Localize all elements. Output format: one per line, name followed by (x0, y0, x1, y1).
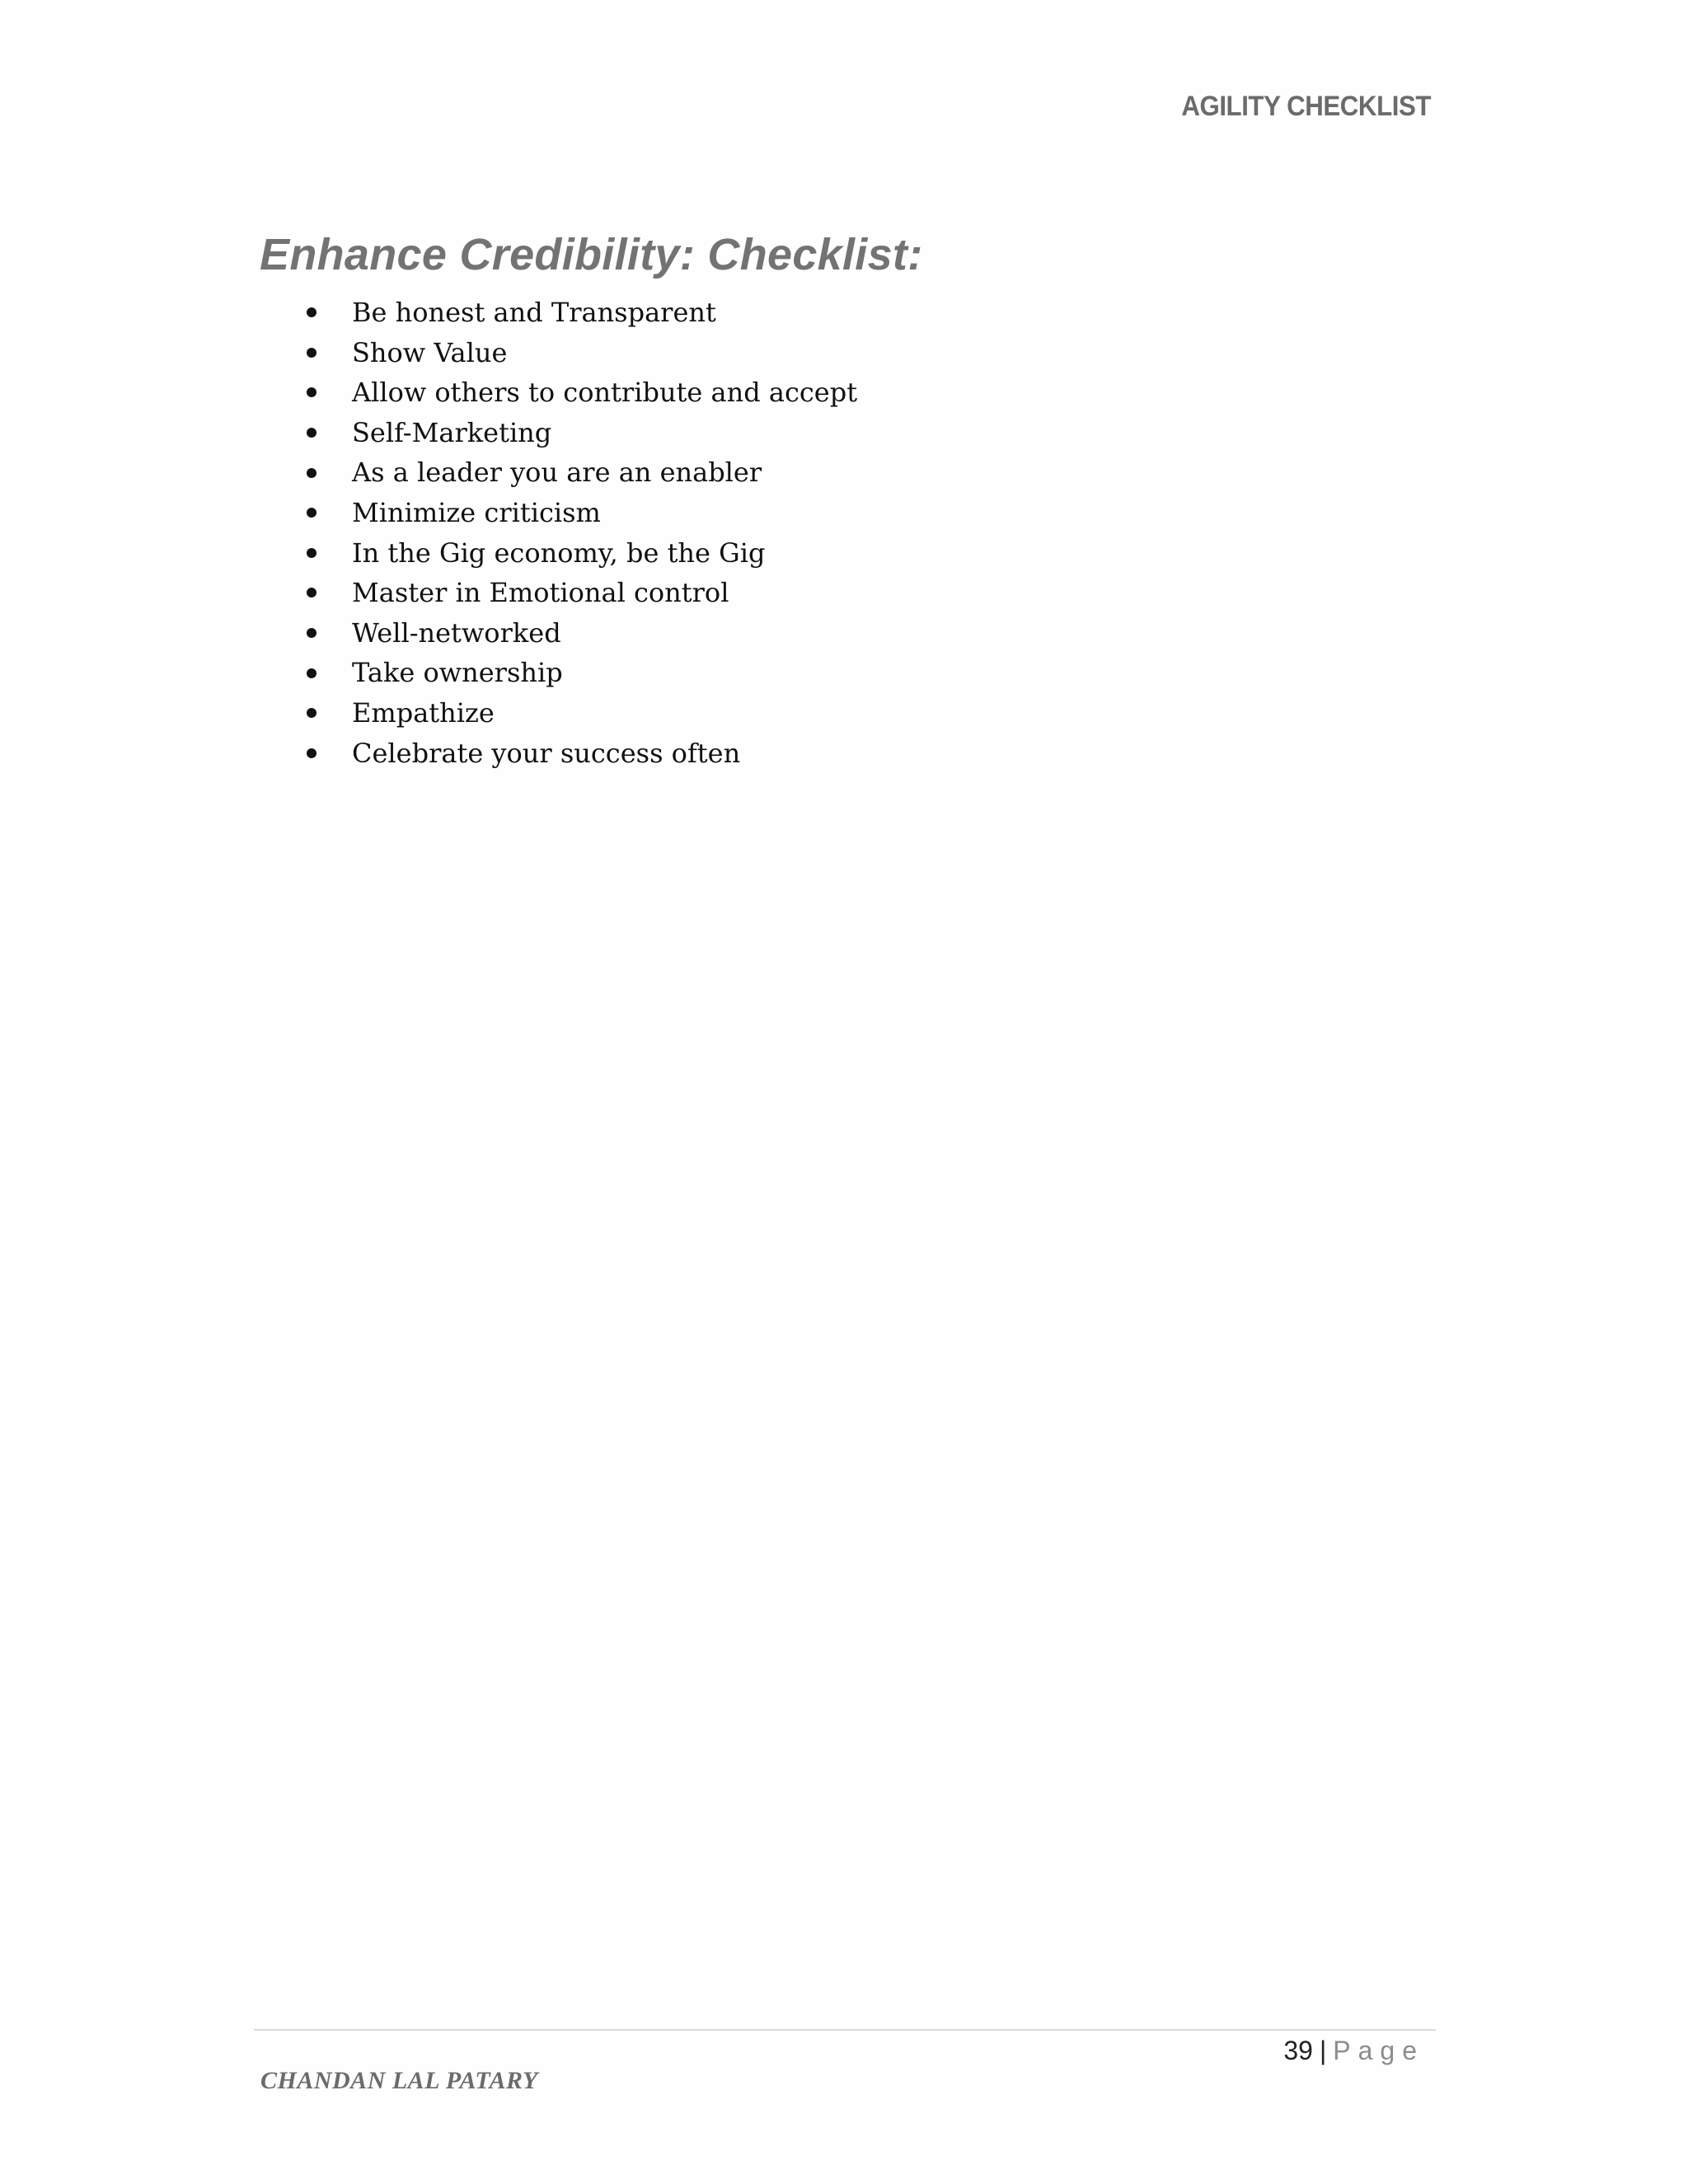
list-item (260, 452, 857, 493)
page-number-value: 39 (1283, 2036, 1313, 2065)
bullet-icon (307, 588, 316, 598)
list-item-text: Well-networked (352, 616, 561, 649)
page-number (1283, 2036, 1424, 2066)
footer-divider (254, 2029, 1436, 2031)
bullet-icon (307, 668, 316, 678)
list-item-text: Master in Emotional control (352, 577, 729, 609)
bullet-icon (307, 468, 316, 478)
list-item-text: Be honest and Transparent (352, 297, 716, 328)
list-item-text: Show Value (352, 336, 508, 368)
list-item-text: Minimize criticism (352, 496, 601, 528)
page-number-separator: | (1319, 2036, 1327, 2065)
bullet-icon (307, 548, 316, 558)
list-item-text: Self-Marketing (352, 416, 552, 448)
list-item (260, 413, 857, 453)
bullet-icon (307, 387, 316, 397)
bullet-icon (307, 428, 316, 438)
list-item-text: As a leader you are an enabler (352, 457, 762, 489)
bullet-icon (307, 307, 316, 317)
checklist (260, 293, 857, 773)
list-item (260, 373, 857, 413)
list-item (260, 533, 857, 574)
list-item-text: Celebrate your success often (352, 737, 741, 769)
bullet-icon (307, 628, 316, 638)
running-header: AGILITY CHECKLIST (1181, 91, 1431, 122)
author-name: CHANDAN LAL PATARY (260, 2067, 538, 2094)
list-item (260, 653, 857, 693)
list-item (260, 733, 857, 774)
section-title: Enhance Credibility: Checklist: (260, 230, 923, 279)
bullet-icon (307, 348, 316, 358)
list-item (260, 573, 857, 613)
list-item (260, 493, 857, 533)
list-item (260, 333, 857, 373)
list-item (260, 293, 857, 333)
bullet-icon (307, 708, 316, 718)
list-item-text: Take ownership (352, 657, 563, 689)
bullet-icon (307, 508, 316, 518)
list-item (260, 693, 857, 733)
bullet-icon (307, 748, 316, 758)
list-item-text: In the Gig economy, be the Gig (352, 537, 766, 569)
page-label: Page (1333, 2036, 1424, 2065)
list-item (260, 613, 857, 654)
list-item-text: Empathize (352, 696, 495, 729)
list-item-text: Allow others to contribute and accept (352, 377, 858, 409)
